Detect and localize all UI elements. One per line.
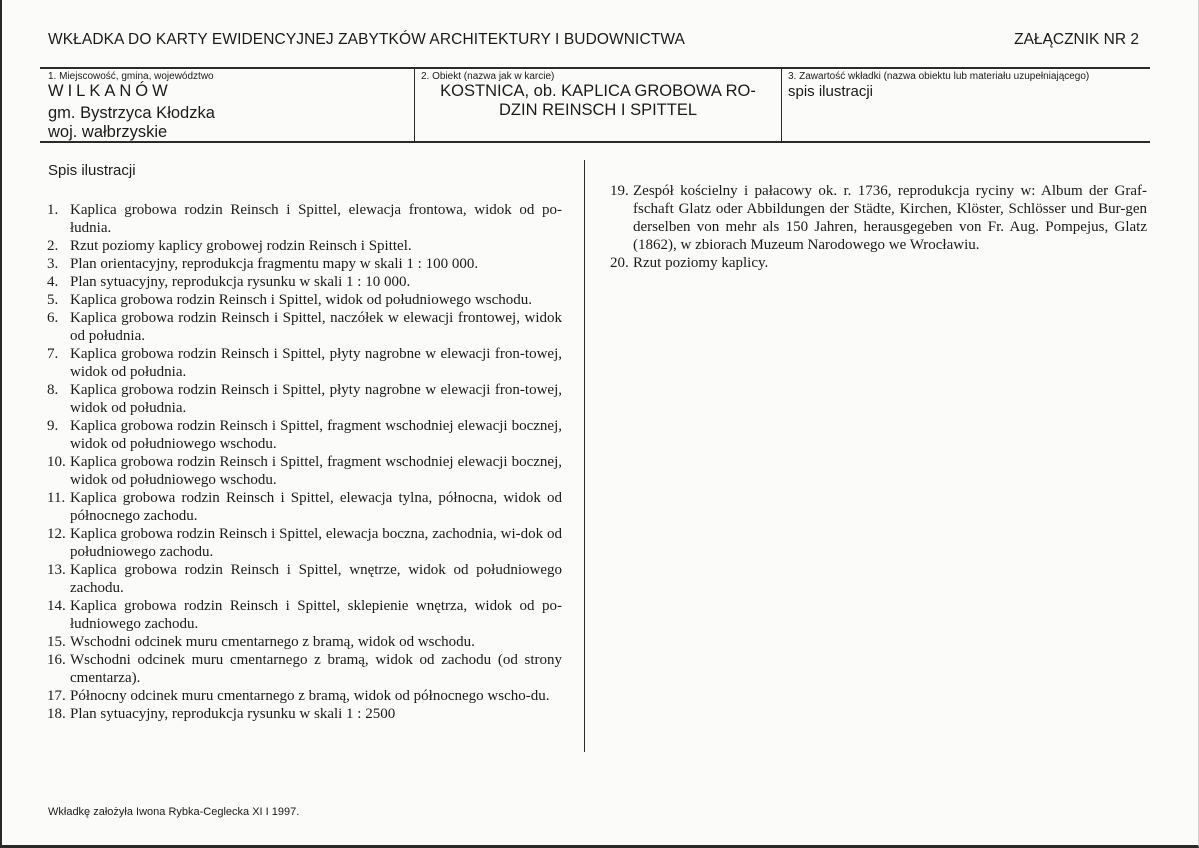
list-item [47, 561, 562, 597]
list-item-number: 16. [47, 652, 66, 668]
list-item-number: 19. [610, 183, 629, 199]
object-name-line-1: KOSTNICA, ob. KAPLICA GROBOWA RO- [440, 82, 756, 100]
list-item-text: Kaplica grobowa rodzin Reinsch i Spittel, elewacja boczna, zachodnia, wi-dok od południowego zachodu. [70, 526, 562, 560]
list-item-text: Zespół kościelny i pałacowy ok. r. 1736, reprodukcja ryciny w: Album der Graf-fschaft Glatz oder Abbildungen der Städte, Kirchen, Klöster, Schlösser und Bur-gen derselben von mehr als 150 Jahren, herausgegeben von Fr. Aug. Pompejus, Glatz (1862), w zbiorach Muzeum Narodowego we Wrocławiu. [633, 183, 1147, 253]
form-title: WKŁADKA DO KARTY EWIDENCYJNEJ ZABYTKÓW ARCHITEKTURY I BUDOWNICTWA [48, 31, 685, 48]
list-item-text: Kaplica grobowa rodzin Reinsch i Spittel, fragment wschodniej elewacji bocznej, widok od południowego wschodu. [70, 454, 562, 488]
commune-name: gm. Bystrzyca Kłodzka [48, 104, 215, 122]
list-item-number: 12. [47, 526, 66, 542]
list-heading: Spis ilustracji [48, 162, 136, 179]
list-item-text: Kaplica grobowa rodzin Reinsch i Spittel, fragment wschodniej elewacji bocznej, widok od południowego wschodu. [70, 418, 562, 452]
list-item-number: 2. [47, 238, 59, 254]
list-item [47, 309, 562, 345]
list-item-text: Plan sytuacyjny, reprodukcja rysunku w skali 1 : 2500 [70, 706, 396, 722]
contents-cell [782, 69, 1150, 141]
list-item [47, 651, 562, 687]
info-table [40, 67, 1150, 143]
list-item [47, 597, 562, 633]
list-item [47, 201, 562, 237]
list-item-text: Kaplica grobowa rodzin Reinsch i Spittel, płyty nagrobne w elewacji fron-towej, widok od południa. [70, 346, 562, 380]
list-item-number: 14. [47, 598, 66, 614]
list-item [47, 687, 562, 705]
list-item [47, 525, 562, 561]
illustration-list-right [610, 182, 1147, 272]
list-item-number: 5. [47, 292, 59, 308]
list-item-number: 6. [47, 310, 59, 326]
village-name: WILKANÓW [48, 82, 172, 100]
object-cell [414, 69, 782, 141]
list-item-number: 9. [47, 418, 59, 434]
list-item [47, 453, 562, 489]
appendix-label: ZAŁĄCZNIK NR 2 [1014, 31, 1139, 48]
list-item [47, 237, 562, 255]
list-item-text: Plan sytuacyjny, reprodukcja rysunku w skali 1 : 10 000. [70, 274, 411, 290]
list-item-text: Kaplica grobowa rodzin Reinsch i Spittel, elewacja frontowa, widok od po-łudnia. [70, 202, 562, 236]
list-item [47, 345, 562, 381]
list-item-text: Wschodni odcinek muru cmentarnego z bramą, widok od wschodu. [70, 634, 475, 650]
list-item-number: 15. [47, 634, 66, 650]
list-item-text: Kaplica grobowa rodzin Reinsch i Spittel, wnętrze, widok od południowego zachodu. [70, 562, 562, 596]
column-divider [584, 160, 585, 752]
list-item-text: Kaplica grobowa rodzin Reinsch i Spittel, elewacja tylna, północna, widok od północnego zachodu. [70, 490, 562, 524]
list-item-text: Wschodni odcinek muru cmentarnego z bramą, widok od zachodu (od strony cmentarza). [70, 652, 562, 686]
list-item-number: 13. [47, 562, 66, 578]
list-item-number: 7. [47, 346, 59, 362]
list-item-number: 4. [47, 274, 59, 290]
author-note: Wkładkę założyła Iwona Rybka-Ceglecka XI I 1997. [48, 806, 300, 818]
list-item-number: 18. [47, 706, 66, 722]
illustration-list-left [47, 201, 562, 723]
list-item-text: Kaplica grobowa rodzin Reinsch i Spittel, płyty nagrobne w elewacji fron-towej, widok od południa. [70, 382, 562, 416]
list-item-number: 3. [47, 256, 59, 272]
list-item [610, 182, 1147, 254]
list-item [610, 254, 1147, 272]
object-label: 2. Obiekt (nazwa jak w karcie) [421, 71, 555, 82]
list-item-number: 8. [47, 382, 59, 398]
location-cell [40, 69, 414, 141]
list-item [47, 291, 562, 309]
list-item [47, 489, 562, 525]
contents-label: 3. Zawartość wkładki (nazwa obiektu lub materiału uzupełniającego) [788, 71, 1090, 82]
contents-value: spis ilustracji [788, 83, 874, 100]
list-item-number: 11. [47, 490, 66, 506]
list-item [47, 633, 562, 651]
list-item [47, 255, 562, 273]
list-item-text: Kaplica grobowa rodzin Reinsch i Spittel, widok od południowego wschodu. [70, 292, 533, 308]
location-label: 1. Miejscowość, gmina, województwo [48, 71, 214, 82]
list-item-text: Rzut poziomy kaplicy. [633, 255, 769, 271]
list-item-text: Kaplica grobowa rodzin Reinsch i Spittel, naczółek w elewacji frontowej, widok od południa. [70, 310, 562, 344]
list-item [47, 417, 562, 453]
list-item-text: Kaplica grobowa rodzin Reinsch i Spittel, sklepienie wnętrza, widok od po-łudniowego zachodu. [70, 598, 562, 632]
object-name [415, 82, 781, 120]
voivodeship-name: woj. wałbrzyskie [48, 123, 168, 141]
list-item-text: Północny odcinek muru cmentarnego z bramą, widok od północnego wscho-du. [70, 688, 550, 704]
list-item [47, 381, 562, 417]
list-item-text: Plan orientacyjny, reprodukcja fragmentu mapy w skali 1 : 100 000. [70, 256, 479, 272]
list-item [47, 273, 562, 291]
object-name-line-2: DZIN REINSCH I SPITTEL [498, 101, 698, 119]
list-item-number: 17. [47, 688, 66, 704]
list-item-text: Rzut poziomy kaplicy grobowej rodzin Reinsch i Spittel. [70, 238, 412, 254]
list-item-number: 10. [47, 454, 66, 470]
list-item-number: 20. [610, 255, 629, 271]
list-item-number: 1. [47, 202, 59, 218]
list-item [47, 705, 562, 723]
